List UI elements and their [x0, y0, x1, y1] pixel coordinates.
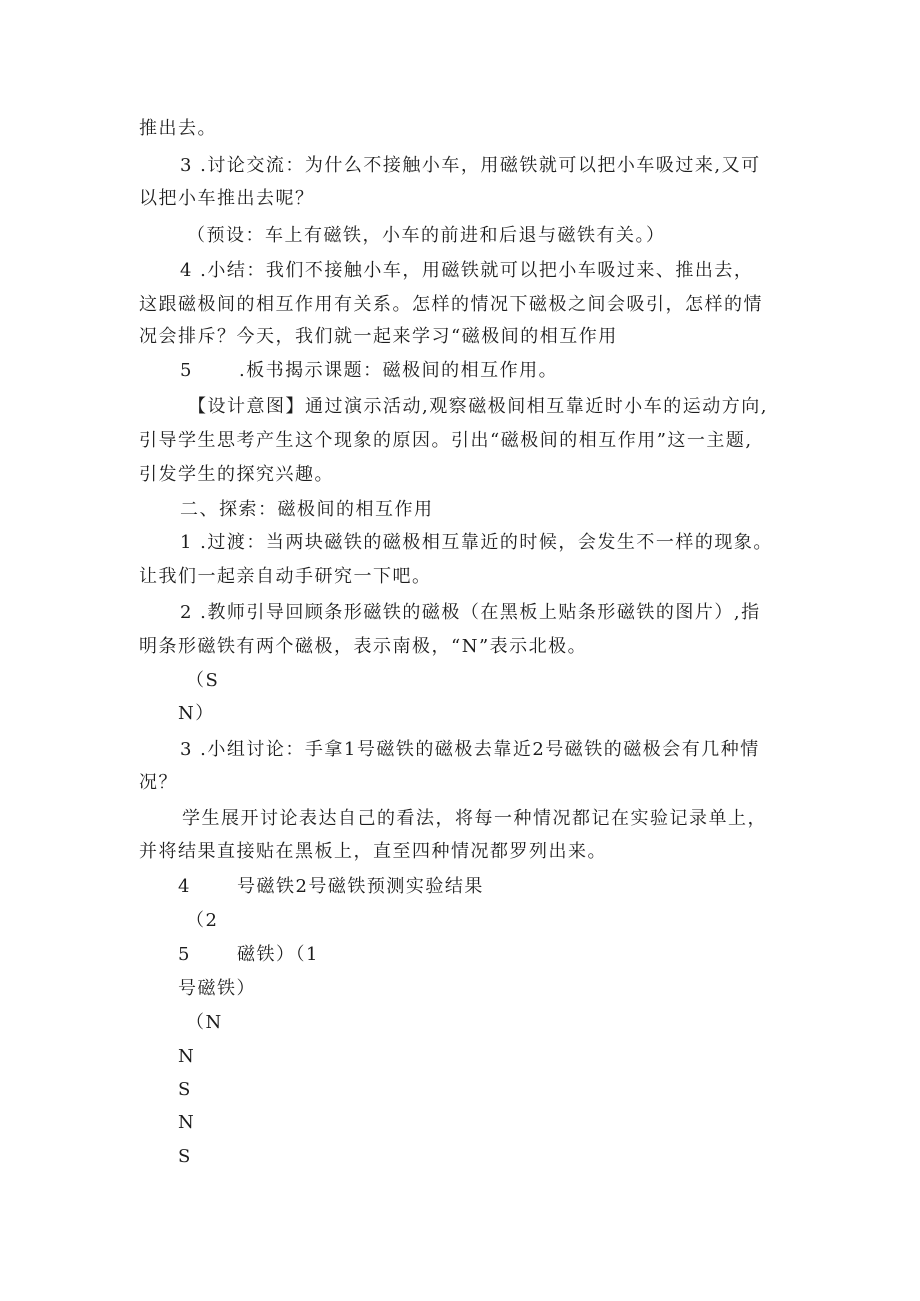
text-line — [178, 876, 484, 898]
text-line: 学生展开讨论表达自己的看法，将每一种情况都记在实验记录单上， — [182, 808, 767, 829]
text-line: 引发学生的探究兴趣。 — [139, 464, 334, 485]
text-line — [178, 944, 319, 966]
list-number: 5 — [180, 360, 193, 381]
text-line: 2 .教师引导回顾条形磁铁的磁极（在黑板上贴条形磁铁的图片）,指 — [180, 602, 761, 623]
text-line: 这跟磁极间的相互作用有关系。怎样的情况下磁极之间会吸引，怎样的情 — [139, 294, 763, 315]
text-line: 3 .讨论交流：为什么不接触小车，用磁铁就可以把小车吸过来,又可 — [180, 155, 761, 176]
list-number: 5 — [178, 944, 191, 965]
list-text: 号磁铁2号磁铁预测实验结果 — [236, 876, 484, 897]
text-line: （2 — [186, 910, 219, 931]
text-line: 明条形磁铁有两个磁极，表示南极，“N”表示北极。 — [139, 636, 588, 657]
list-text: 磁铁）（1 — [236, 944, 319, 965]
text-line: 况？ — [139, 772, 178, 793]
text-line: （S — [186, 670, 220, 691]
text-line: 以把小车推出去呢？ — [139, 188, 315, 209]
list-text: .板书揭示课题：磁极间的相互作用。 — [238, 360, 559, 381]
text-line: 1 .过渡：当两块磁铁的磁极相互靠近的时候，会发生不一样的现象。 — [180, 532, 773, 553]
text-line: S — [178, 1079, 192, 1100]
list-number: 4 — [178, 876, 191, 897]
text-line: 让我们一起亲自动手研究一下吧。 — [139, 566, 432, 587]
text-line: 推出去。 — [139, 118, 217, 139]
section-heading: 二、探索：磁极间的相互作用 — [180, 499, 434, 520]
text-line: 3 .小组讨论：手拿1号磁铁的磁极去靠近2号磁铁的磁极会有几种情 — [180, 739, 760, 760]
text-line: （预设：车上有磁铁，小车的前进和后退与磁铁有关。） — [187, 225, 666, 246]
text-line: N — [178, 1112, 196, 1133]
text-line: 4 .小结：我们不接触小车，用磁铁就可以把小车吸过来、推出去， — [180, 260, 754, 281]
text-line: N） — [178, 703, 215, 724]
text-line: 并将结果直接贴在黑板上，直至四种情况都罗列出来。 — [139, 841, 607, 862]
text-line: 况会排斥？今天，我们就一起来学习“磁极间的相互作用 — [139, 326, 618, 347]
text-line: 引导学生思考产生这个现象的原因。引出“磁极间的相互作用”这一主题, — [139, 430, 753, 451]
text-line — [180, 360, 558, 382]
text-line: （N — [186, 1012, 223, 1033]
text-line: N — [178, 1046, 196, 1067]
text-line: 号磁铁） — [178, 978, 256, 999]
text-line: S — [178, 1146, 192, 1167]
text-line: 【设计意图】通过演示活动,观察磁极间相互靠近时小车的运动方向, — [188, 396, 768, 417]
